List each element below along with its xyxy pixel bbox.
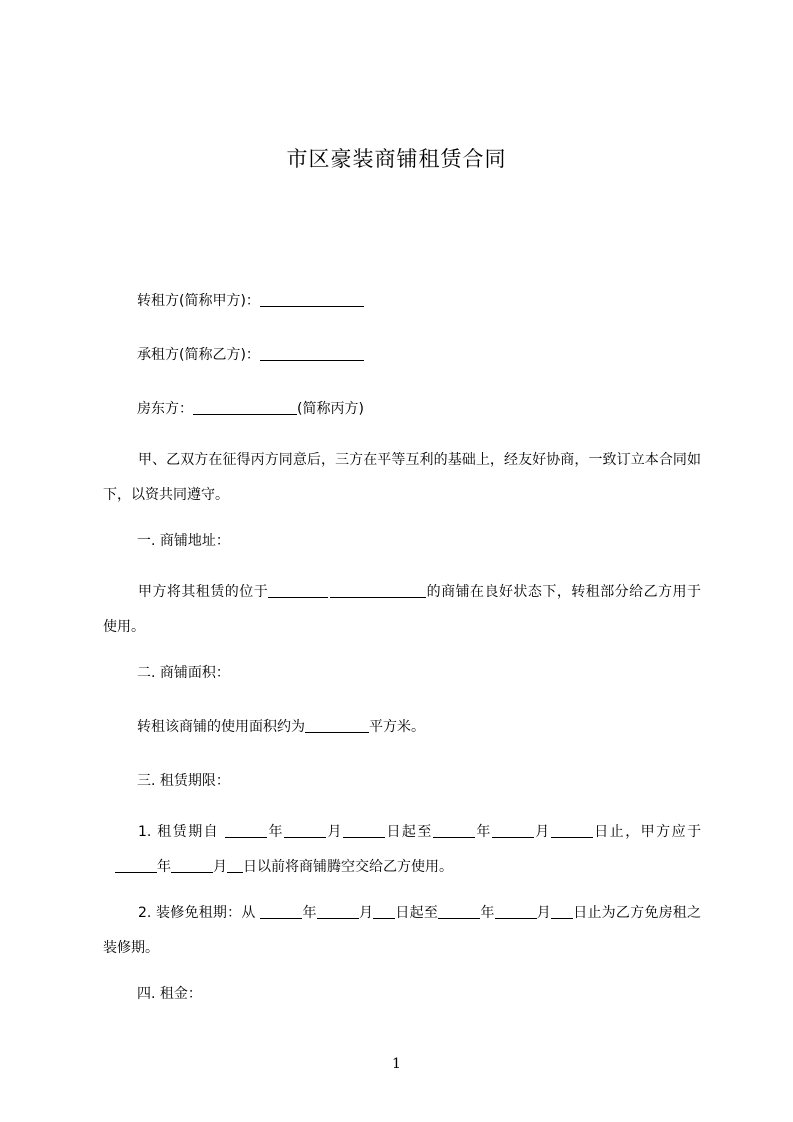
start-year-blank	[225, 823, 267, 838]
sublessor-label: 转租方(简称甲方)：	[137, 293, 260, 309]
page-number: 1	[392, 1056, 401, 1072]
start-month-label: 月	[326, 824, 343, 840]
reno-end-month-blank	[495, 904, 537, 919]
handover-day-blank	[227, 858, 243, 873]
section-1-paragraph	[103, 575, 701, 645]
item-1-prefix: 1. 租赁期自	[138, 824, 226, 840]
start-month-blank	[284, 823, 326, 838]
end-month-label: 月	[533, 824, 551, 840]
handover-month-blank	[171, 858, 213, 873]
reno-start-month-label: 月	[358, 905, 374, 921]
section-2-part1: 转租该商铺的使用面积约为	[137, 719, 305, 735]
intro-paragraph	[103, 443, 701, 513]
handover-label: 日以前将商铺腾空交给乙方使用。	[243, 859, 453, 875]
section-3-item-2	[103, 896, 701, 966]
landlord-blank	[193, 400, 297, 415]
handover-year-blank	[115, 858, 157, 873]
start-day-blank	[343, 823, 385, 838]
reno-end-year-blank	[438, 904, 480, 919]
section-2-heading: 二. 商铺面积：	[137, 665, 230, 681]
section-2-part2: 平方米。	[369, 719, 425, 735]
end-year-label: 年	[474, 824, 492, 840]
end-year-blank	[433, 823, 475, 838]
section-2-line	[137, 718, 425, 736]
item-2-prefix: 2. 装修免租期：从	[138, 905, 261, 921]
landlord-line	[137, 400, 364, 418]
address-blank-1	[268, 583, 328, 598]
handover-month-label: 月	[213, 859, 227, 875]
section-1-part1: 甲方将其租赁的位于	[138, 584, 269, 600]
sublessee-label: 承租方(简称乙方)：	[137, 347, 260, 363]
sublessor-line	[137, 292, 364, 310]
end-month-blank	[492, 823, 534, 838]
start-day-label: 日起至	[384, 824, 433, 840]
reno-start-day-label: 日起至	[395, 905, 439, 921]
reno-end-day-blank	[551, 904, 573, 919]
section-3-heading: 三. 租赁期限：	[137, 773, 230, 789]
section-1-part2: 的商铺在良好状态下，转租部分给乙方用于 使用。	[103, 584, 702, 635]
intro-text: 甲、乙双方在征得丙方同意后，三方在平等互利的基础上，经友好协商，一致订立本合同如下，以资共同遵守。	[103, 452, 701, 503]
reno-start-day-blank	[373, 904, 395, 919]
sublessee-line	[137, 346, 364, 364]
section-3-item-1	[103, 815, 701, 885]
landlord-suffix: (简称丙方)	[297, 401, 364, 417]
section-1-heading: 一. 商铺地址：	[137, 533, 230, 549]
address-blank-2	[330, 583, 426, 598]
landlord-label: 房东方：	[137, 401, 193, 417]
reno-end-month-label: 月	[536, 905, 551, 921]
start-year-label: 年	[267, 824, 285, 840]
reno-start-year-blank	[260, 904, 302, 919]
end-day-label: 日止，甲方应于	[592, 824, 702, 840]
reno-end-year-label: 年	[480, 905, 495, 921]
reno-start-month-blank	[317, 904, 359, 919]
area-blank	[305, 718, 369, 733]
reno-end-day-label: 日止为乙方免房租之装修期。	[103, 905, 702, 956]
section-4-heading: 四. 租金：	[137, 986, 202, 1002]
reno-start-year-label: 年	[302, 905, 317, 921]
end-day-blank	[551, 823, 593, 838]
sublessor-blank	[260, 292, 364, 307]
document-title: 市区豪装商铺租赁合同	[286, 147, 507, 171]
handover-year-label: 年	[157, 859, 171, 875]
sublessee-blank	[260, 346, 364, 361]
